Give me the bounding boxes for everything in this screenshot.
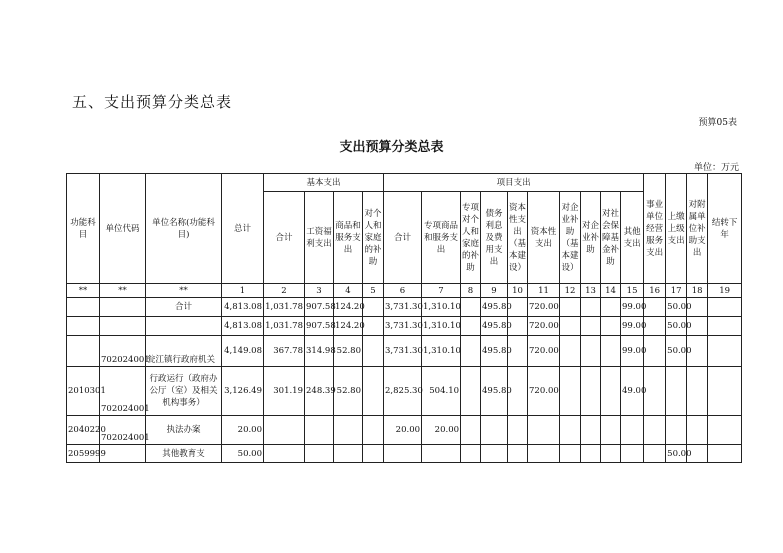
cell-basic: 1,031.78 bbox=[264, 317, 305, 336]
cell-inst bbox=[644, 298, 666, 317]
cell-ent-infra bbox=[560, 317, 581, 336]
cell-ent-infra bbox=[560, 367, 581, 416]
cell-other: 99.00 bbox=[621, 298, 644, 317]
header-unit-name: 单位名称(功能科目) bbox=[146, 174, 222, 284]
column-index-cell: ** bbox=[146, 284, 222, 298]
cell-total: 4,813.08 bbox=[222, 317, 264, 336]
cell-proj: 3,731.30 bbox=[384, 336, 422, 367]
cell-proj-goods: 1,310.10 bbox=[422, 317, 461, 336]
column-index-cell: 12 bbox=[560, 284, 581, 298]
column-index-cell: 9 bbox=[481, 284, 508, 298]
cell-ent-infra bbox=[560, 416, 581, 445]
cell-inst bbox=[644, 317, 666, 336]
cell-other: 99.00 bbox=[621, 336, 644, 367]
cell-debt: 495.80 bbox=[481, 336, 508, 367]
header-total: 总计 bbox=[222, 174, 264, 284]
header-unit-code: 单位代码 bbox=[100, 174, 146, 284]
cell-name: 执法办案 bbox=[146, 416, 222, 445]
table-row bbox=[67, 298, 742, 317]
cell-proj-personal bbox=[461, 445, 481, 463]
cell-carry bbox=[708, 336, 742, 367]
unit-label: 单位：万元 bbox=[693, 163, 739, 173]
cell-goods: 124.20 bbox=[334, 317, 363, 336]
cell-ent-infra bbox=[560, 445, 581, 463]
cell-ent bbox=[581, 336, 601, 367]
header-proj-goods-services: 专项商品和服务支出 bbox=[422, 192, 461, 284]
header-institution-ops: 事业单位经营服务支出 bbox=[644, 174, 666, 284]
column-index-cell: 19 bbox=[708, 284, 742, 298]
cell-func: 2010301 bbox=[67, 367, 100, 416]
column-index-cell: 11 bbox=[528, 284, 560, 298]
cell-basic: 1,031.78 bbox=[264, 298, 305, 317]
cell-remit bbox=[666, 367, 687, 416]
cell-basic bbox=[264, 416, 305, 445]
table-row bbox=[67, 367, 742, 416]
cell-func bbox=[67, 298, 100, 317]
cell-ent bbox=[581, 445, 601, 463]
cell-social bbox=[601, 298, 621, 317]
cell-ent bbox=[581, 298, 601, 317]
column-index-cell: 7 bbox=[422, 284, 461, 298]
cell-wages bbox=[305, 416, 334, 445]
column-index-cell: 4 bbox=[334, 284, 363, 298]
cell-name bbox=[146, 317, 222, 336]
header-other: 其他支出 bbox=[621, 192, 644, 284]
column-index-cell: 18 bbox=[687, 284, 708, 298]
column-index-cell: ** bbox=[100, 284, 146, 298]
cell-social bbox=[601, 336, 621, 367]
column-index-cell: 17 bbox=[666, 284, 687, 298]
cell-proj: 3,731.30 bbox=[384, 317, 422, 336]
column-index-cell: 5 bbox=[363, 284, 384, 298]
cell-goods: 52.80 bbox=[334, 336, 363, 367]
cell-personal bbox=[363, 416, 384, 445]
cell-proj-personal bbox=[461, 336, 481, 367]
cell-cap: 720.00 bbox=[528, 298, 560, 317]
cell-cap: 720.00 bbox=[528, 336, 560, 367]
budget-table bbox=[66, 173, 742, 463]
header-basic-subtotal: 合计 bbox=[264, 192, 305, 284]
header-basic-group: 基本支出 bbox=[264, 174, 384, 192]
table-row bbox=[67, 317, 742, 336]
cell-total: 4,149.08 bbox=[222, 336, 264, 367]
header-goods-services: 商品和服务支出 bbox=[334, 192, 363, 284]
cell-name: 合计 bbox=[146, 298, 222, 317]
cell-goods: 52.80 bbox=[334, 367, 363, 416]
column-index-cell: 8 bbox=[461, 284, 481, 298]
header-personal-family: 对个人和家庭的补助 bbox=[363, 192, 384, 284]
cell-ent bbox=[581, 416, 601, 445]
table-row bbox=[67, 336, 742, 367]
cell-social bbox=[601, 317, 621, 336]
cell-carry bbox=[708, 317, 742, 336]
cell-debt: 495.80 bbox=[481, 367, 508, 416]
header-carry-over: 结转下年 bbox=[708, 174, 742, 284]
header-enterprise-infra: 对企业补助（基本建设） bbox=[560, 192, 581, 284]
header-wages: 工资福利支出 bbox=[305, 192, 334, 284]
cell-proj-goods: 1,310.10 bbox=[422, 298, 461, 317]
column-index-cell: 6 bbox=[384, 284, 422, 298]
column-index-cell: 2 bbox=[264, 284, 305, 298]
header-capital: 资本性支出 bbox=[528, 192, 560, 284]
cell-personal bbox=[363, 367, 384, 416]
cell-other bbox=[621, 416, 644, 445]
cell-total: 3,126.49 bbox=[222, 367, 264, 416]
cell-code: 702024001 bbox=[100, 336, 146, 367]
cell-ent-infra bbox=[560, 298, 581, 317]
cell-basic: 367.78 bbox=[264, 336, 305, 367]
cell-name: 其他教育支 bbox=[146, 445, 222, 463]
cell-ent-infra bbox=[560, 336, 581, 367]
cell-carry bbox=[708, 298, 742, 317]
cell-carry bbox=[708, 445, 742, 463]
cell-remit: 50.00 bbox=[666, 445, 687, 463]
header-proj-personal-family: 专项对个人和家庭的补助 bbox=[461, 192, 481, 284]
cell-social bbox=[601, 445, 621, 463]
cell-proj-goods: 20.00 bbox=[422, 416, 461, 445]
cell-wages: 907.58 bbox=[305, 298, 334, 317]
cell-proj: 3,731.30 bbox=[384, 298, 422, 317]
cell-total: 50.00 bbox=[222, 445, 264, 463]
header-enterprise: 对企业补助 bbox=[581, 192, 601, 284]
cell-wages: 907.58 bbox=[305, 317, 334, 336]
header-social-security: 对社会保障基金补助 bbox=[601, 192, 621, 284]
table-row bbox=[67, 445, 742, 463]
column-index-cell: 10 bbox=[508, 284, 528, 298]
cell-remit bbox=[666, 416, 687, 445]
cell-proj-personal bbox=[461, 367, 481, 416]
cell-goods: 124.20 bbox=[334, 298, 363, 317]
cell-proj-goods: 1,310.10 bbox=[422, 336, 461, 367]
table-code: 预算05表 bbox=[698, 118, 737, 128]
cell-sub bbox=[687, 367, 708, 416]
header-capital-infra: 资本性支出（基本建设） bbox=[508, 192, 528, 284]
column-index-cell: ** bbox=[67, 284, 100, 298]
cell-remit: 50.00 bbox=[666, 298, 687, 317]
cell-proj-personal bbox=[461, 317, 481, 336]
column-index-row bbox=[67, 284, 742, 298]
cell-cap-infra bbox=[508, 416, 528, 445]
cell-name: 瓮江镇行政府机关 bbox=[146, 336, 222, 367]
cell-cap bbox=[528, 416, 560, 445]
cell-goods bbox=[334, 416, 363, 445]
cell-cap: 720.00 bbox=[528, 367, 560, 416]
header-subsidiary: 对附属单位补助支出 bbox=[687, 174, 708, 284]
header-project-subtotal: 合计 bbox=[384, 192, 422, 284]
cell-proj: 2,825.30 bbox=[384, 367, 422, 416]
cell-other bbox=[621, 445, 644, 463]
cell-proj-goods: 504.10 bbox=[422, 367, 461, 416]
cell-proj bbox=[384, 445, 422, 463]
cell-proj: 20.00 bbox=[384, 416, 422, 445]
cell-personal bbox=[363, 317, 384, 336]
cell-ent bbox=[581, 367, 601, 416]
cell-social bbox=[601, 367, 621, 416]
table-row bbox=[67, 416, 742, 445]
column-index-cell: 3 bbox=[305, 284, 334, 298]
cell-carry bbox=[708, 367, 742, 416]
cell-proj-personal bbox=[461, 416, 481, 445]
cell-social bbox=[601, 416, 621, 445]
cell-total: 20.00 bbox=[222, 416, 264, 445]
table-title: 支出预算分类总表 bbox=[339, 140, 444, 155]
cell-inst bbox=[644, 416, 666, 445]
cell-code bbox=[100, 317, 146, 336]
cell-inst bbox=[644, 336, 666, 367]
cell-remit: 50.00 bbox=[666, 336, 687, 367]
cell-personal bbox=[363, 445, 384, 463]
column-index-cell: 15 bbox=[621, 284, 644, 298]
cell-personal bbox=[363, 298, 384, 317]
cell-proj-goods bbox=[422, 445, 461, 463]
section-heading: 五、支出预算分类总表 bbox=[72, 93, 233, 111]
cell-cap bbox=[528, 445, 560, 463]
cell-total: 4,813.08 bbox=[222, 298, 264, 317]
cell-cap: 720.00 bbox=[528, 317, 560, 336]
cell-proj-personal bbox=[461, 298, 481, 317]
cell-basic bbox=[264, 445, 305, 463]
cell-inst bbox=[644, 367, 666, 416]
cell-personal bbox=[363, 336, 384, 367]
cell-func bbox=[67, 317, 100, 336]
cell-basic: 301.19 bbox=[264, 367, 305, 416]
cell-code: 702024001 bbox=[100, 416, 146, 445]
cell-inst bbox=[644, 445, 666, 463]
cell-cap-infra bbox=[508, 445, 528, 463]
column-index-cell: 13 bbox=[581, 284, 601, 298]
cell-debt bbox=[481, 445, 508, 463]
cell-code bbox=[100, 445, 146, 463]
cell-debt bbox=[481, 416, 508, 445]
header-debt-interest: 债务利息及费用支出 bbox=[481, 192, 508, 284]
cell-other: 99.00 bbox=[621, 317, 644, 336]
column-index-cell: 16 bbox=[644, 284, 666, 298]
cell-other: 49.00 bbox=[621, 367, 644, 416]
cell-func: 2059999 bbox=[67, 445, 100, 463]
cell-debt: 495.80 bbox=[481, 317, 508, 336]
cell-carry bbox=[708, 416, 742, 445]
header-project-group: 项目支出 bbox=[384, 174, 644, 192]
cell-code: 702024001 bbox=[100, 367, 146, 416]
cell-func: 2040220 bbox=[67, 416, 100, 445]
column-index-cell: 1 bbox=[222, 284, 264, 298]
cell-wages: 248.39 bbox=[305, 367, 334, 416]
cell-ent bbox=[581, 317, 601, 336]
cell-wages bbox=[305, 445, 334, 463]
header-remit-upper: 上缴上级支出 bbox=[666, 174, 687, 284]
cell-sub bbox=[687, 416, 708, 445]
cell-debt: 495.80 bbox=[481, 298, 508, 317]
cell-goods bbox=[334, 445, 363, 463]
cell-name: 行政运行（政府办公厅（室）及相关机构事务） bbox=[146, 367, 222, 416]
cell-code bbox=[100, 298, 146, 317]
cell-func bbox=[67, 336, 100, 367]
cell-remit: 50.00 bbox=[666, 317, 687, 336]
column-index-cell: 14 bbox=[601, 284, 621, 298]
cell-wages: 314.98 bbox=[305, 336, 334, 367]
header-func-code: 功能科目 bbox=[67, 174, 100, 284]
